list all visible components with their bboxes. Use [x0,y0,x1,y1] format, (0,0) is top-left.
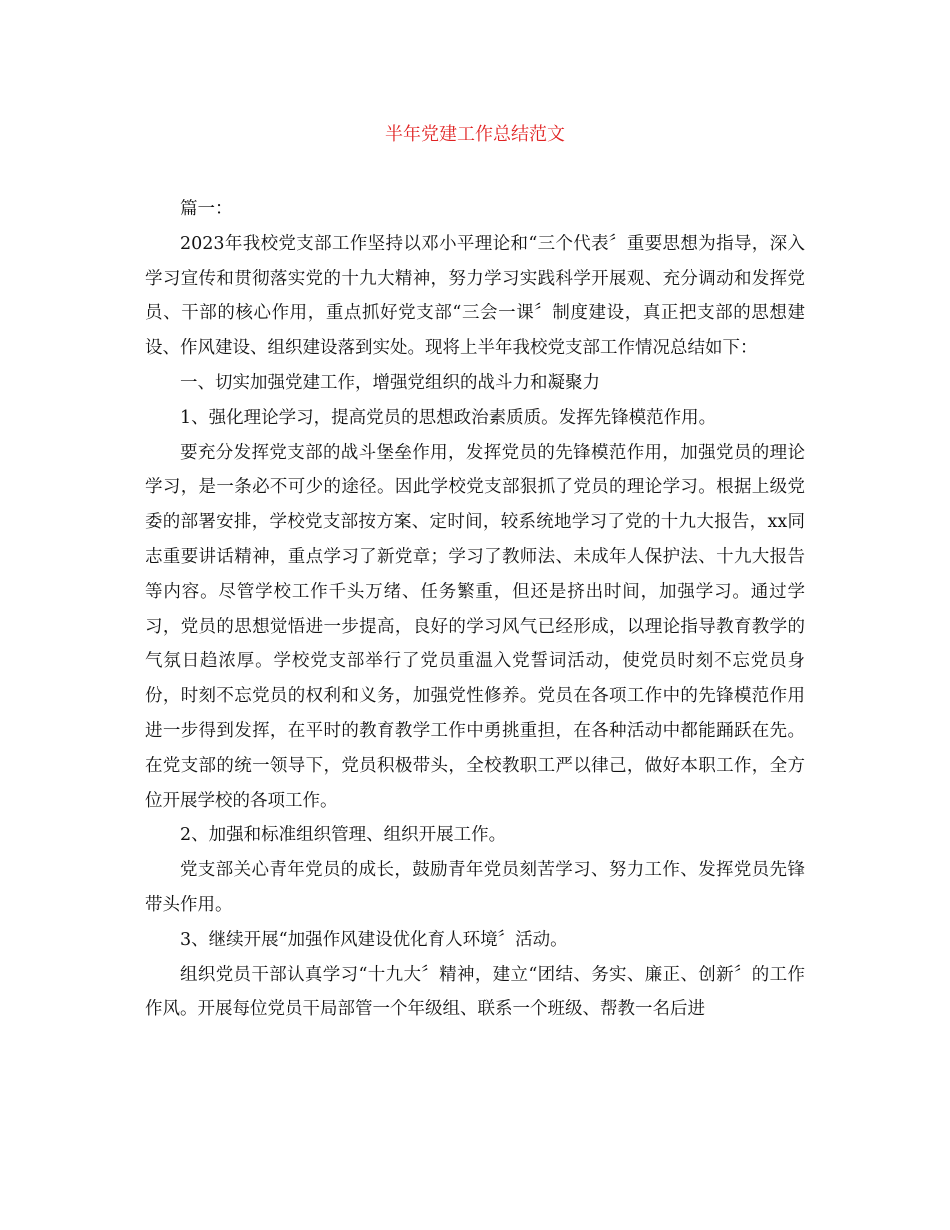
section-heading: 篇一： [180,199,233,219]
body-paragraph-1: 要充分发挥党支部的战斗堡垒作用，发挥党员的先锋模范作用，加强党员的理论学习，是一条必不可少的途径。因此学校党支部狠抓了党员的理论学习。根据上级党委的部署安排，学校党支部按方案、定时间，较系统地学习了党的十九大报告，xx同志重要讲话精神，重点学习了新党章；学习了教师法、未成年人保护法、十九大报告等内容。尽管学校工作千头万绪、任务繁重，但还是挤出时间，加强学习。通过学习，党员的思想觉悟进一步提高，良好的学习风气已经形成，以理论指导教育教学的气氛日趋浓厚。学校党支部举行了党员重温入党誓词活动，使党员时刻不忘党员身份，时刻不忘党员的权利和义务，加强党性修养。党员在各项工作中的先锋模范作用进一步得到发挥，在平时的教育教学工作中勇挑重担，在各种活动中都能踊跃在先。在党支部的统一领导下，党员积极带头，全校教职工严以律己，做好本职工作，全方位开展学校的各项工作。 [145,442,805,811]
intro-paragraph: 2023年我校党支部工作坚持以邓小平理论和“三个代表〞重要思想为指导，深入学习宣传和贯彻落实党的十九大精神，努力学习实践科学开展观、充分调动和发挥党员、干部的核心作用，重点抓好党支部“三会一课〞制度建设，真正把支部的思想建设、作风建设、组织建设落到实处。现将上半年我校党支部工作情况总结如下： [145,233,805,359]
body-paragraph-3: 组织党员干部认真学习“十九大〞精神，建立“团结、务实、廉正、创新〞的工作作风。开展每位党员干局部管一个年级组、联系一个班级、帮教一名后进 [145,964,805,1020]
subheading-2: 2、加强和标准组织管理、组织开展工作。 [180,825,507,846]
document-title: 半年党建工作总结范文 [385,124,565,145]
subheading-1: 1、强化理论学习，提高党员的思想政治素质质。发挥先锋模范作用。 [180,407,717,428]
heading-1: 一、切实加强党建工作，增强党组织的战斗力和凝聚力 [180,372,600,393]
body-paragraph-2: 党支部关心青年党员的成长，鼓励青年党员刻苦学习、努力工作、发挥党员先锋带头作用。 [145,860,805,915]
document-body [145,192,805,1027]
subheading-3: 3、继续开展“加强作风建设优化育人环境〞活动。 [180,929,568,950]
